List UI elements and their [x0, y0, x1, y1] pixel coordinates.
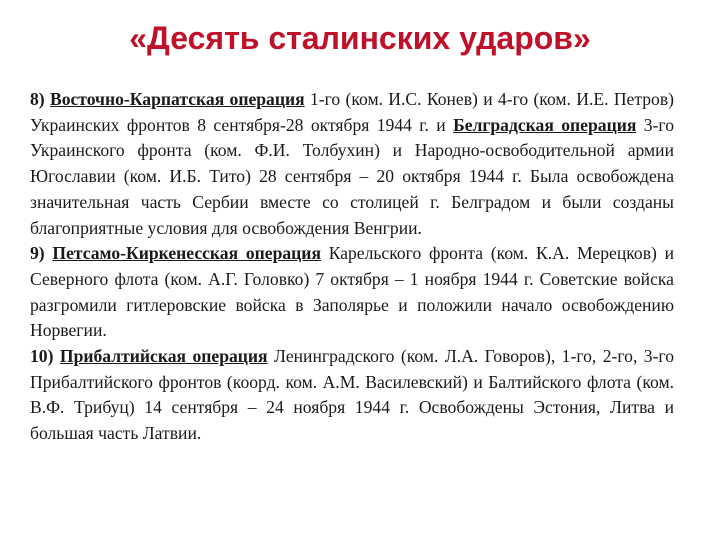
item-text: 1-го (ком. И.С. Конев) и 4-го (ком. И.Е. Петров) Украинских фронтов 8 сентября-28 октября 1944 г. и [30, 89, 674, 135]
operation-name: Петсамо-Киркенесская операция [52, 243, 321, 264]
slide-title: «Десять сталинских ударов» [129, 20, 591, 56]
slide-body [30, 87, 674, 447]
item-text: Ленинградского (ком. Л.А. Говоров), 1-го, 2-го, 3-го Прибалтийского фронтов (коорд. ком. А.М. Василевский) и Балтийского флота (ком. В.Ф. Трибуц) 14 сентября – 24 ноября 1944 г. Освобождены Эстония, Литва и большая часть Латвии. [30, 346, 675, 444]
operation-name: Восточно-Карпатская операция [49, 89, 305, 109]
item-number: 8) [30, 89, 45, 109]
item-number: 10) [30, 346, 54, 367]
item-9 [30, 241, 674, 344]
item-number: 9) [30, 243, 45, 264]
item-10 [30, 344, 674, 447]
item-8 [30, 87, 674, 241]
operation-name: Прибалтийская операция [59, 346, 268, 367]
operation-name: Белградская операция [453, 114, 637, 135]
item-text: Карельского фронта (ком. К.А. Мерецков) и Северного флота (ком. А.Г. Головко) 7 октября – 1 ноября 1944 г. Советские войска разгромили гитлеровские войска в Заполярье и положили начало освобождению Норвегии. [30, 243, 674, 341]
item-text: 3-го Украинского фронта (ком. Ф.И. Толбухин) и Народно-освободительной армии Югославии (ком. И.Б. Тито) 28 сентября – 20 октября 1944 г. Была освобождена значительная часть Сербии вместе со столицей г. Белградом и были созданы благоприятные условия для освобождения Венгрии. [30, 114, 674, 238]
